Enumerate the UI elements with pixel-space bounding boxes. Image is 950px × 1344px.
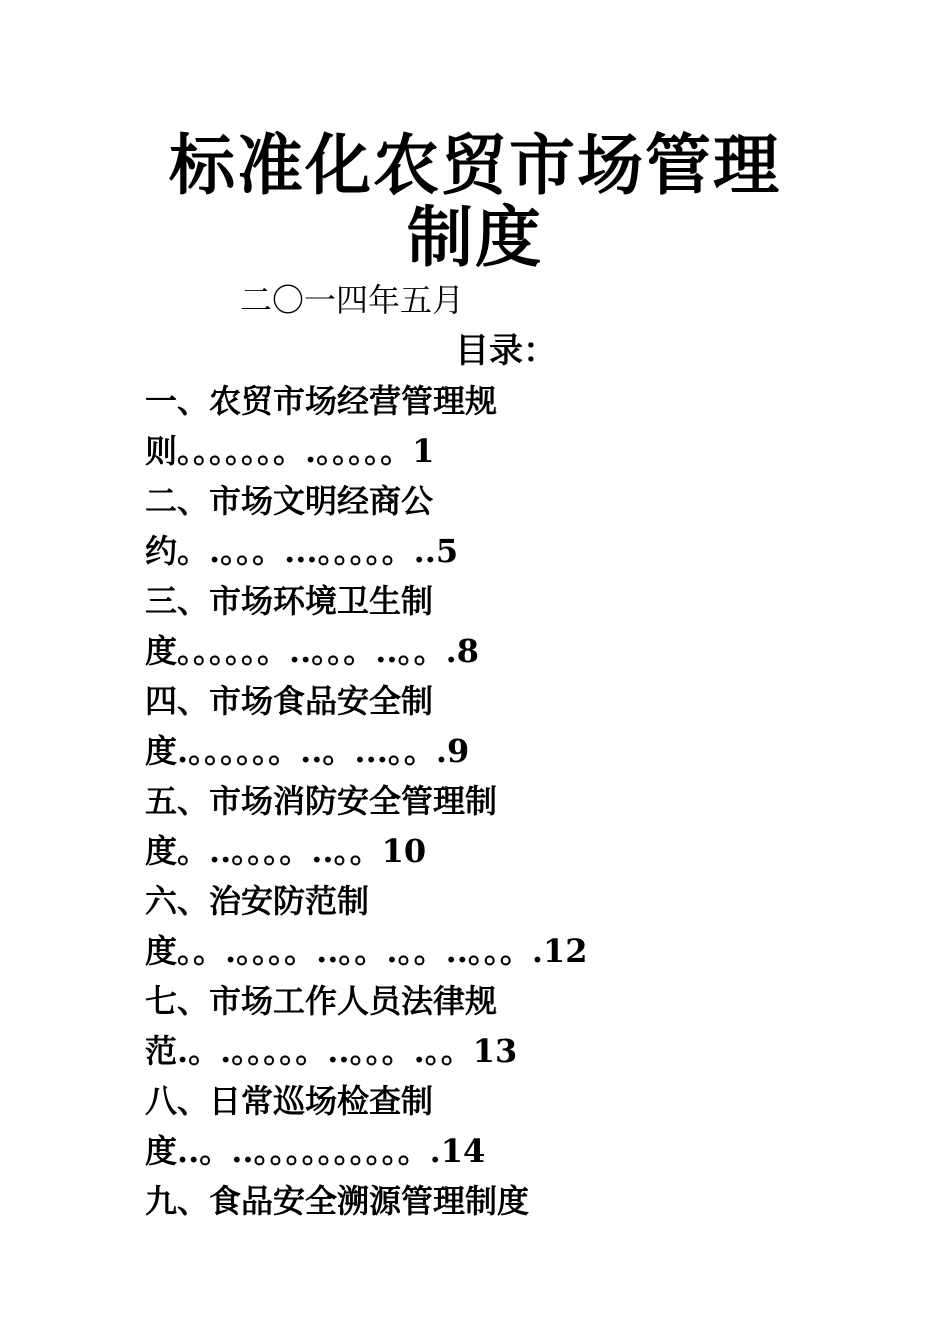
toc-entry-7: [145, 978, 845, 1078]
toc-entry-6: [145, 878, 845, 978]
toc-entry-title: 四、市场食品安全制: [145, 682, 434, 720]
toc-entry-leader: 度。。.。。。。..。。.。。..。。。.12: [145, 932, 588, 970]
toc-entry-title: 七、市场工作人员法律规: [145, 982, 498, 1020]
toc-heading: 目录：: [455, 331, 557, 371]
toc-entry-leader: 度。..。。。。..。。10: [145, 832, 427, 870]
toc-entry-title: 一、农贸市场经营管理规: [145, 382, 498, 420]
toc-entry-leader: 度.。。。。。。..。...。。.9: [145, 732, 470, 770]
toc-entry-1: [145, 378, 845, 478]
toc-entry-2: [145, 478, 845, 578]
toc-entry-title: 六、治安防范制: [145, 882, 370, 920]
toc-entry-title: 九、食品安全溯源管理制度: [145, 1182, 530, 1220]
document-title-line-2: 制度: [407, 199, 543, 276]
toc-entry-leader: 度。。。。。。..。。。..。。.8: [145, 632, 479, 670]
toc-entry-leader: 约。.。。。...。。。。。..5: [145, 532, 459, 570]
toc-entry-title: 三、市场环境卫生制: [145, 582, 434, 620]
document-title-line-1: 标准化农贸市场管理: [169, 127, 781, 204]
toc-entry-title: 五、市场消防安全管理制: [145, 782, 498, 820]
toc-entry-title: 二、市场文明经商公: [145, 482, 434, 520]
toc-entry-9: [145, 1178, 845, 1228]
toc-entry-leader: 则。。。。。。。.。。。。。1: [145, 432, 435, 470]
toc-entry-8: [145, 1078, 845, 1178]
toc-entry-4: [145, 678, 845, 778]
toc-entry-title: 八、日常巡场检查制: [145, 1082, 434, 1120]
toc-entry-leader: 度..。..。。。。。。。。。。.14: [145, 1132, 486, 1170]
toc-entry-3: [145, 578, 845, 678]
document-date: 二〇一四年五月: [240, 281, 465, 319]
toc-entry-leader: 范.。.。。。。。..。。。.。。13: [145, 1032, 518, 1070]
table-of-contents: [145, 378, 845, 1228]
toc-entry-5: [145, 778, 845, 878]
